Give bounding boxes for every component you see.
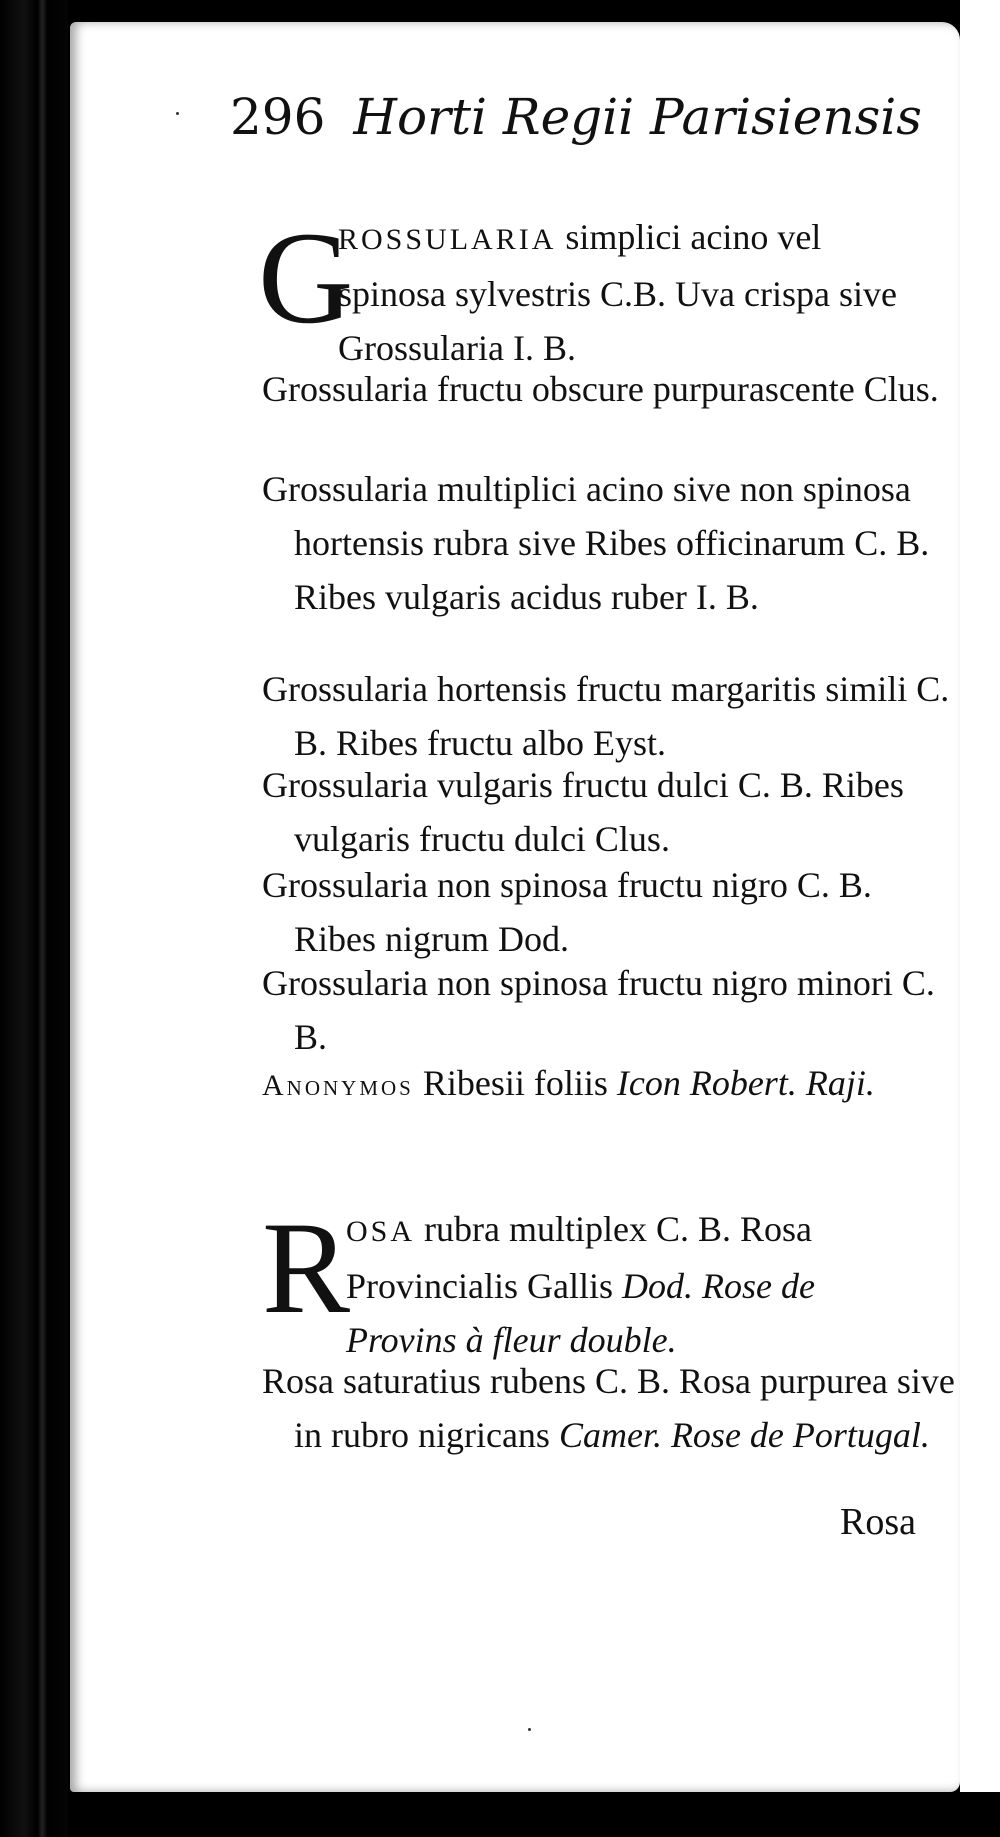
entry-grossularia-2	[262, 362, 962, 416]
entry-italic: Dod. Rose de Provins à fleur double.	[346, 1266, 815, 1360]
entry-italic: Icon Robert. Raji.	[616, 1063, 875, 1103]
right-margin	[960, 0, 1000, 1837]
entry-text: Rosa saturatius rubens C. B. Rosa purpurea sive in rubro nigricans	[262, 1361, 955, 1455]
entry-text: Grossularia fructu obscure purpurascente Clus.	[262, 369, 939, 409]
dropcap-g: G	[258, 204, 354, 351]
entry-anonymos	[262, 1056, 962, 1113]
catchword: Rosa	[840, 1501, 916, 1543]
book-spine-shadow	[0, 0, 68, 1837]
bottom-margin	[68, 1792, 1000, 1837]
entry-lead: ROSSULARIA	[338, 223, 557, 256]
entry-grossularia-1	[338, 210, 928, 375]
entry-grossularia-5	[262, 758, 962, 866]
page-header	[230, 88, 922, 146]
entry-grossularia-3	[262, 462, 962, 624]
entry-lead: Anonymos	[262, 1069, 414, 1102]
entry-rosa-1	[346, 1202, 928, 1367]
entry-text: Ribesii foliis	[422, 1063, 608, 1103]
entry-text: Grossularia vulgaris fructu dulci C. B. Ribes vulgaris fructu dulci Clus.	[262, 765, 904, 859]
page-number: 296	[230, 88, 326, 146]
entry-grossularia-4	[262, 662, 962, 770]
entry-text: Grossularia hortensis fructu margaritis simili C. B. Ribes fructu albo Eyst.	[262, 669, 950, 763]
entry-text: Grossularia non spinosa fructu nigro C. B. Ribes nigrum Dod.	[262, 865, 872, 959]
entry-rosa-2	[262, 1354, 962, 1462]
entry-grossularia-7	[262, 956, 962, 1064]
entry-grossularia-6	[262, 858, 962, 966]
entry-lead: OSA	[346, 1215, 416, 1248]
entry-text: rubra multiplex C. B. Rosa Provincialis Gallis	[346, 1209, 812, 1306]
running-title: Horti Regii Parisiensis	[353, 88, 922, 146]
entry-text: Grossularia non spinosa fructu nigro minori C. B.	[262, 963, 935, 1057]
entry-text: simplici acino vel spinosa sylvestris C.B. Uva crispa sive Grossularia I. B.	[338, 217, 897, 368]
entry-text: Grossularia multiplici acino sive non spinosa hortensis rubra sive Ribes officinarum C. B. Ribes vulgaris acidus ruber I. B.	[262, 469, 930, 617]
dropcap-r: R	[262, 1194, 351, 1341]
entry-italic: Camer. Rose de Portugal.	[558, 1415, 930, 1455]
paper-speck	[528, 1728, 531, 1731]
paper-speck	[176, 112, 179, 115]
